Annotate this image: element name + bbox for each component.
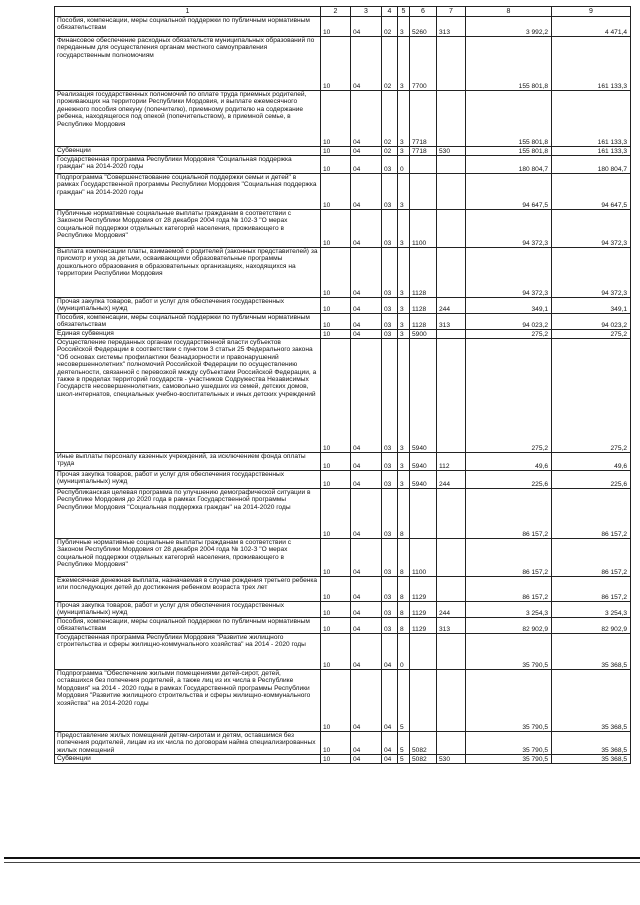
- code-direction: 5082: [410, 755, 437, 764]
- code-program: 03: [382, 577, 398, 602]
- code-direction: [410, 670, 437, 732]
- row-name: Прочая закупка товаров, работ и услуг для обеспечения государственных (муниципальных) нужд: [55, 298, 321, 314]
- code-expense-type: [437, 91, 466, 147]
- table-row: [55, 147, 631, 156]
- budget-table: [54, 6, 631, 764]
- code-subsection: 04: [351, 670, 382, 732]
- row-name: Публичные нормативные социальные выплаты гражданам в соответствии с Законом Республики Мордовия от 28 декабря 2004 года № 102-З "О мерах социальной поддержки отдельных категорий населения, проживающего в Республике Мордовия": [55, 210, 321, 248]
- value-year-2: 161 133,3: [552, 37, 631, 91]
- code-section: 10: [321, 634, 351, 670]
- code-program: 04: [382, 732, 398, 755]
- table-row: [55, 174, 631, 210]
- value-year-2: 94 023,2: [552, 314, 631, 330]
- code-section: 10: [321, 147, 351, 156]
- value-year-1: 155 801,8: [466, 147, 552, 156]
- value-year-1: 94 023,2: [466, 314, 552, 330]
- value-year-1: 86 157,2: [466, 577, 552, 602]
- row-name: Иные выплаты персоналу казенных учреждений, за исключением фонда оплаты труда: [55, 453, 321, 471]
- value-year-1: 86 157,2: [466, 539, 552, 577]
- code-section: 10: [321, 314, 351, 330]
- value-year-1: 49,6: [466, 453, 552, 471]
- code-direction: 5082: [410, 732, 437, 755]
- value-year-1: 155 801,8: [466, 91, 552, 147]
- budget-table-body: [55, 7, 631, 764]
- code-expense-type: [437, 37, 466, 91]
- code-program: 02: [382, 37, 398, 91]
- row-name: Государственная программа Республики Мордовия "Развитие жилищного строительства и сферы жилищно-коммунального хозяйства" на 2014 - 2020 годы: [55, 634, 321, 670]
- code-program: 03: [382, 602, 398, 618]
- code-direction: 5260: [410, 17, 437, 37]
- value-year-1: 35 790,5: [466, 670, 552, 732]
- code-direction: [410, 634, 437, 670]
- header-cell: 7: [437, 7, 466, 17]
- code-subprogram: 3: [398, 471, 410, 489]
- code-subprogram: 3: [398, 339, 410, 453]
- code-section: 10: [321, 755, 351, 764]
- row-name: Субвенции: [55, 147, 321, 156]
- code-expense-type: [437, 577, 466, 602]
- table-row: [55, 330, 631, 339]
- code-program: 03: [382, 174, 398, 210]
- value-year-2: 86 157,2: [552, 539, 631, 577]
- value-year-1: 155 801,8: [466, 37, 552, 91]
- code-subprogram: 8: [398, 618, 410, 634]
- page-bottom-rule: [4, 857, 640, 859]
- code-subsection: 04: [351, 577, 382, 602]
- code-direction: 1100: [410, 539, 437, 577]
- value-year-1: 94 372,3: [466, 248, 552, 298]
- code-direction: 1129: [410, 577, 437, 602]
- code-direction: [410, 489, 437, 539]
- value-year-2: 349,1: [552, 298, 631, 314]
- value-year-1: 82 902,9: [466, 618, 552, 634]
- table-row: [55, 755, 631, 764]
- code-section: 10: [321, 602, 351, 618]
- code-subsection: 04: [351, 453, 382, 471]
- code-subprogram: 0: [398, 156, 410, 174]
- value-year-2: 180 804,7: [552, 156, 631, 174]
- code-direction: 1128: [410, 314, 437, 330]
- code-expense-type: 313: [437, 17, 466, 37]
- table-row: [55, 732, 631, 755]
- value-year-1: 94 372,3: [466, 210, 552, 248]
- code-subsection: 04: [351, 732, 382, 755]
- value-year-1: 275,2: [466, 330, 552, 339]
- value-year-1: 94 647,5: [466, 174, 552, 210]
- row-name: Реализация государственных полномочий по оплате труда приемных родителей, проживающих на территории Республики Мордовия, и выплате ежемесячного денежного пособия опекуну (попечителю), приемному родителю на содержание ребенка, находящегося под опекой (попечительством), в приемной семье, в Республике Мордовия: [55, 91, 321, 147]
- code-subsection: 04: [351, 91, 382, 147]
- code-expense-type: 244: [437, 602, 466, 618]
- code-section: 10: [321, 156, 351, 174]
- table-row: [55, 37, 631, 91]
- row-name: Подпрограмма "Обеспечение жилыми помещениями детей-сирот, детей, оставшихся без попечения родителей, а также лиц из их числа в Республике Мордовия" на 2014 - 2020 годы в рамках Государственной программы Республики Мордовия "Развитие жилищного строительства и сферы жилищно-коммунального хозяйства" на 2014-2020 годы: [55, 670, 321, 732]
- row-name: Прочая закупка товаров, работ и услуг для обеспечения государственных (муниципальных) нужд: [55, 602, 321, 618]
- value-year-2: 82 902,9: [552, 618, 631, 634]
- code-expense-type: [437, 330, 466, 339]
- value-year-2: 161 133,3: [552, 91, 631, 147]
- table-row: [55, 618, 631, 634]
- table-row: [55, 453, 631, 471]
- value-year-1: 86 157,2: [466, 489, 552, 539]
- value-year-2: 35 368,5: [552, 634, 631, 670]
- code-subprogram: 5: [398, 670, 410, 732]
- table-row: [55, 156, 631, 174]
- header-row: [55, 7, 631, 17]
- row-name: Прочая закупка товаров, работ и услуг для обеспечения государственных (муниципальных) нужд: [55, 471, 321, 489]
- value-year-1: 3 254,3: [466, 602, 552, 618]
- code-section: 10: [321, 248, 351, 298]
- code-subprogram: 8: [398, 539, 410, 577]
- code-program: 03: [382, 339, 398, 453]
- row-name: Республиканская целевая программа по улучшению демографической ситуации в Республике Мордовия до 2020 года в рамках Государственной программы Республики Мордовия "Социальная поддержка граждан" на 2014-2020 годы: [55, 489, 321, 539]
- code-program: 03: [382, 471, 398, 489]
- code-expense-type: 112: [437, 453, 466, 471]
- code-program: 04: [382, 634, 398, 670]
- code-direction: 1129: [410, 602, 437, 618]
- code-subsection: 04: [351, 634, 382, 670]
- code-direction: 5940: [410, 471, 437, 489]
- code-subprogram: 3: [398, 210, 410, 248]
- code-subprogram: 0: [398, 634, 410, 670]
- code-subsection: 04: [351, 755, 382, 764]
- row-name: Пособия, компенсации, меры социальной поддержки по публичным нормативным обязательствам: [55, 618, 321, 634]
- code-direction: 1100: [410, 210, 437, 248]
- code-expense-type: 313: [437, 314, 466, 330]
- row-name: Субвенции: [55, 755, 321, 764]
- code-expense-type: 244: [437, 471, 466, 489]
- page-bottom-rule-thin: [4, 862, 640, 863]
- table-row: [55, 471, 631, 489]
- code-section: 10: [321, 471, 351, 489]
- code-subprogram: 5: [398, 755, 410, 764]
- code-section: 10: [321, 618, 351, 634]
- code-subsection: 04: [351, 339, 382, 453]
- code-section: 10: [321, 210, 351, 248]
- code-section: 10: [321, 732, 351, 755]
- table-row: [55, 248, 631, 298]
- code-subsection: 04: [351, 314, 382, 330]
- value-year-1: 35 790,5: [466, 732, 552, 755]
- value-year-2: 35 368,5: [552, 732, 631, 755]
- code-expense-type: 313: [437, 618, 466, 634]
- table-row: [55, 314, 631, 330]
- value-year-2: 86 157,2: [552, 489, 631, 539]
- code-program: 03: [382, 539, 398, 577]
- code-program: 02: [382, 91, 398, 147]
- code-program: 03: [382, 210, 398, 248]
- code-section: 10: [321, 330, 351, 339]
- code-direction: 1128: [410, 248, 437, 298]
- code-subsection: 04: [351, 37, 382, 91]
- code-program: 03: [382, 453, 398, 471]
- table-row: [55, 539, 631, 577]
- code-section: 10: [321, 17, 351, 37]
- row-name: Пособия, компенсации, меры социальной поддержки по публичным нормативным обязательствам: [55, 314, 321, 330]
- code-subsection: 04: [351, 17, 382, 37]
- code-expense-type: [437, 339, 466, 453]
- value-year-2: 49,6: [552, 453, 631, 471]
- code-program: 03: [382, 156, 398, 174]
- code-subsection: 04: [351, 210, 382, 248]
- header-cell: 9: [552, 7, 631, 17]
- code-subsection: 04: [351, 602, 382, 618]
- code-direction: 5940: [410, 339, 437, 453]
- code-program: 02: [382, 17, 398, 37]
- value-year-1: 180 804,7: [466, 156, 552, 174]
- code-direction: 5900: [410, 330, 437, 339]
- code-subsection: 04: [351, 618, 382, 634]
- row-name: Предоставление жилых помещений детям-сиротам и детям, оставшимся без попечения родителей, лицам из их числа по договорам найма специализированных жилых помещений: [55, 732, 321, 755]
- header-cell: 5: [398, 7, 410, 17]
- code-direction: 1128: [410, 298, 437, 314]
- row-name: Финансовое обеспечение расходных обязательств муниципальных образований по переданным для осуществления органам местного самоуправления государственным полномочиям: [55, 37, 321, 91]
- code-subsection: 04: [351, 298, 382, 314]
- row-name: Единая субвенция: [55, 330, 321, 339]
- code-program: 04: [382, 670, 398, 732]
- header-cell: 6: [410, 7, 437, 17]
- code-direction: 7718: [410, 91, 437, 147]
- value-year-1: 3 992,2: [466, 17, 552, 37]
- code-expense-type: 530: [437, 147, 466, 156]
- code-subsection: 04: [351, 156, 382, 174]
- code-section: 10: [321, 670, 351, 732]
- header-cell: 3: [351, 7, 382, 17]
- code-direction: 1129: [410, 618, 437, 634]
- code-expense-type: 244: [437, 298, 466, 314]
- code-expense-type: [437, 210, 466, 248]
- code-subprogram: 8: [398, 489, 410, 539]
- code-subsection: 04: [351, 248, 382, 298]
- row-name: Выплата компенсации платы, взимаемой с родителей (законных представителей) за присмотр и уход за детьми, осваивающими образовательные программы дошкольного образования в образовательных организациях, находящихся на территории Республики Мордовия: [55, 248, 321, 298]
- code-subsection: 04: [351, 147, 382, 156]
- value-year-2: 35 368,5: [552, 670, 631, 732]
- code-subprogram: 8: [398, 577, 410, 602]
- table-row: [55, 634, 631, 670]
- row-name: Подпрограмма "Совершенствование социальной поддержки семьи и детей" в рамках Государственной программы Республики Мордовия "Социальная поддержка граждан" на 2014-2020 годы: [55, 174, 321, 210]
- code-subprogram: 3: [398, 298, 410, 314]
- code-subprogram: 3: [398, 248, 410, 298]
- row-name: Ежемесячная денежная выплата, назначаемая в случае рождения третьего ребенка или последующих детей до достижения ребенком возраста трех лет: [55, 577, 321, 602]
- value-year-1: 349,1: [466, 298, 552, 314]
- value-year-1: 225,6: [466, 471, 552, 489]
- code-expense-type: [437, 489, 466, 539]
- table-row: [55, 91, 631, 147]
- table-row: [55, 670, 631, 732]
- value-year-2: 275,2: [552, 339, 631, 453]
- code-direction: [410, 156, 437, 174]
- code-subprogram: 3: [398, 453, 410, 471]
- code-program: 04: [382, 755, 398, 764]
- row-name: Публичные нормативные социальные выплаты гражданам в соответствии с Законом Республики Мордовия от 28 декабря 2004 года № 102-З "О мерах социальной поддержки отдельных категорий населения, проживающего в Республике Мордовия": [55, 539, 321, 577]
- header-cell: 4: [382, 7, 398, 17]
- value-year-2: 94 647,5: [552, 174, 631, 210]
- code-direction: 7700: [410, 37, 437, 91]
- table-row: [55, 210, 631, 248]
- value-year-2: 275,2: [552, 330, 631, 339]
- code-subprogram: 8: [398, 602, 410, 618]
- code-expense-type: [437, 670, 466, 732]
- value-year-2: 225,6: [552, 471, 631, 489]
- code-section: 10: [321, 489, 351, 539]
- code-subsection: 04: [351, 489, 382, 539]
- code-program: 03: [382, 248, 398, 298]
- code-expense-type: [437, 156, 466, 174]
- row-name: Государственная программа Республики Мордовия "Социальная поддержка граждан" на 2014-2020 годы: [55, 156, 321, 174]
- code-expense-type: [437, 634, 466, 670]
- table-row: [55, 17, 631, 37]
- code-direction: 7718: [410, 147, 437, 156]
- code-subprogram: 3: [398, 174, 410, 210]
- code-section: 10: [321, 37, 351, 91]
- code-program: 03: [382, 489, 398, 539]
- code-subprogram: 3: [398, 91, 410, 147]
- code-direction: 5940: [410, 453, 437, 471]
- header-cell: 2: [321, 7, 351, 17]
- value-year-2: 4 471,4: [552, 17, 631, 37]
- code-subsection: 04: [351, 471, 382, 489]
- table-row: [55, 577, 631, 602]
- table-row: [55, 602, 631, 618]
- code-subprogram: 3: [398, 314, 410, 330]
- code-subprogram: 3: [398, 37, 410, 91]
- code-program: 03: [382, 314, 398, 330]
- code-program: 03: [382, 330, 398, 339]
- code-program: 02: [382, 147, 398, 156]
- code-subprogram: 3: [398, 17, 410, 37]
- header-cell: 1: [55, 7, 321, 17]
- code-expense-type: [437, 248, 466, 298]
- code-section: 10: [321, 339, 351, 453]
- code-subprogram: 3: [398, 147, 410, 156]
- code-section: 10: [321, 539, 351, 577]
- code-subsection: 04: [351, 174, 382, 210]
- table-row: [55, 489, 631, 539]
- code-section: 10: [321, 453, 351, 471]
- value-year-1: 275,2: [466, 339, 552, 453]
- table-row: [55, 339, 631, 453]
- value-year-1: 35 790,5: [466, 755, 552, 764]
- code-expense-type: [437, 732, 466, 755]
- code-program: 03: [382, 298, 398, 314]
- value-year-1: 35 790,5: [466, 634, 552, 670]
- value-year-2: 94 372,3: [552, 210, 631, 248]
- code-section: 10: [321, 91, 351, 147]
- code-subprogram: 5: [398, 732, 410, 755]
- code-direction: [410, 174, 437, 210]
- code-section: 10: [321, 577, 351, 602]
- value-year-2: 35 368,5: [552, 755, 631, 764]
- code-expense-type: [437, 539, 466, 577]
- code-expense-type: [437, 174, 466, 210]
- code-subsection: 04: [351, 330, 382, 339]
- value-year-2: 161 133,3: [552, 147, 631, 156]
- code-subsection: 04: [351, 539, 382, 577]
- code-section: 10: [321, 298, 351, 314]
- code-expense-type: 530: [437, 755, 466, 764]
- table-row: [55, 298, 631, 314]
- value-year-2: 3 254,3: [552, 602, 631, 618]
- header-cell: 8: [466, 7, 552, 17]
- value-year-2: 86 157,2: [552, 577, 631, 602]
- row-name: Пособия, компенсации, меры социальной поддержки по публичным нормативным обязательствам: [55, 17, 321, 37]
- code-program: 03: [382, 618, 398, 634]
- value-year-2: 94 372,3: [552, 248, 631, 298]
- code-subprogram: 3: [398, 330, 410, 339]
- row-name: Осуществление переданных органам государственной власти субъектов Российской Федерации в соответствии с пунктом 3 статьи 25 Федерального закона "Об основах системы профилактики безнадзорности и правонарушений несовершеннолетних" полномочий Российской Федерации по осуществлению деятельности, связанной с перевозкой между субъектами Российской Федерации, а также в пределах территорий государств - участников Содружества Независимых Государств несовершеннолетних, самовольно ушедших из семей, детских домов, школ-интернатов, специальных учебно-воспитательных и иных детских учреждений: [55, 339, 321, 453]
- budget-table-sheet: [54, 6, 630, 764]
- code-section: 10: [321, 174, 351, 210]
